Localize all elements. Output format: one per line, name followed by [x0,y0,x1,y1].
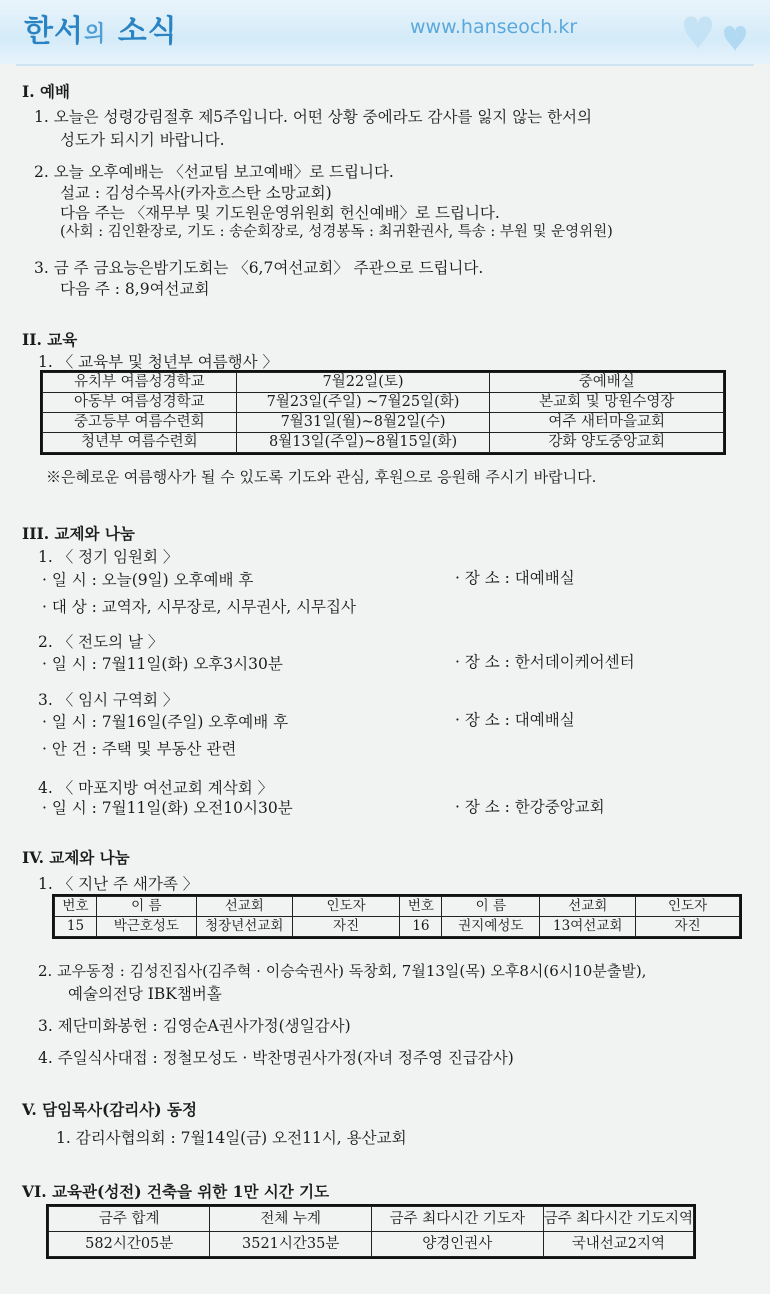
table-header-cell: 전체 누계 [210,1207,372,1232]
s1-item3-line1: 3. 금 주 금요능은밤기도회는 〈6,7여선교회〉 주관으로 드립니다. [34,259,484,277]
s4-item2-line1: 2. 교우동정 : 김성진집사(김주혁 · 이승숙권사) 독창회, 7월13일(목) 오후8시(6시10분출발), [38,962,647,980]
table-row [49,1232,694,1257]
table-cell: 청년부 여름수련회 [43,433,237,453]
s3-a-title: 1. 〈 정기 임원회 〉 [38,548,179,566]
table-header-row [55,897,740,917]
s5-item1: 1. 감리사협의회 : 7월14일(금) 오전11시, 용산교회 [56,1129,407,1147]
table-cell: 본교회 및 망원수영장 [490,393,724,413]
table-cell: 15 [55,917,97,937]
table-header-cell: 금주 합계 [49,1207,210,1232]
s3-c-right1: · 장 소 : 대예배실 [455,711,575,729]
table-cell: 7월31일(월)~8월2일(수) [236,413,490,433]
s3-c-line2: · 안 건 : 주택 및 부동산 관련 [42,740,237,758]
table-header-cell: 금주 최다시간 기도자 [371,1207,543,1232]
prayer-hours-table [48,1206,694,1257]
table-cell: 양경인권사 [371,1232,543,1257]
title-main: 한서 [24,14,84,49]
s4-item4: 4. 주일식사대접 : 정철모성도 · 박찬명권사가정(자녀 정주영 진급감사) [38,1049,514,1067]
table-cell: 강화 양도중앙교회 [490,433,724,453]
s3-a-line2: · 대 상 : 교역자, 시무장로, 시무권사, 시무집사 [42,598,356,616]
section-5-heading: V. 담임목사(감리사) 동정 [22,1100,197,1119]
table-header-row [49,1207,694,1232]
s3-c-line1: · 일 시 : 7월16일(주일) 오후예배 후 [42,713,289,731]
s1-item1-line1: 1. 오늘은 성령강림절후 제5주입니다. 어떤 상황 중에라도 감사를 잃지 않는 한서의 [34,108,592,126]
table-cell: 박근호성도 [96,917,196,937]
section-2-heading: II. 교육 [22,330,78,349]
table-cell: 3521시간35분 [210,1232,372,1257]
table-row [43,373,724,393]
title-mid: 의 [83,22,107,47]
section-1-heading: I. 예배 [22,82,70,101]
table-cell: 자진 [636,917,740,937]
s3-d-title: 4. 〈 마포지방 여선교회 계삭회 〉 [38,779,274,797]
table-cell: 권지예성도 [442,917,540,937]
table-header-cell: 인도자 [292,897,400,917]
table-cell: 8월13일(주일)~8월15일(화) [236,433,490,453]
s2-note: ※은혜로운 여름행사가 될 수 있도록 기도와 관심, 후원으로 응원해 주시기 바랍니다. [46,468,597,486]
table-cell: 아동부 여름성경학교 [43,393,237,413]
section-3-heading: III. 교제와 나눔 [22,524,135,543]
table-header-cell: 인도자 [636,897,740,917]
table-cell: 7월22일(토) [236,373,490,393]
s2-subtitle: 1. 〈 교육부 및 청년부 여름행사 〉 [38,353,279,371]
s4-item2-line2: 예술의전당 IBK챔버홀 [68,985,222,1003]
table-cell: 중예배실 [490,373,724,393]
title-tail: 소식 [117,14,178,49]
s1-item2-line4: (사회 : 김인환장로, 기도 : 송순회장로, 성경봉독 : 최귀환권사, 특송 : 부원 및 운영위원) [60,224,613,240]
summer-events-table [42,372,724,453]
table-header-cell: 금주 최다시간 기도지역 [543,1207,693,1232]
s3-a-right1: · 장 소 : 대예배실 [455,569,575,587]
s4-item3: 3. 제단미화봉헌 : 김영순A권사가정(생일감사) [38,1017,351,1035]
table-cell: 13여선교회 [540,917,636,937]
s3-d-line1: · 일 시 : 7월11일(화) 오전10시30분 [42,799,293,817]
table-row [43,413,724,433]
table-cell: 7월23일(주일) ~7월25일(화) [236,393,490,413]
table-row [43,393,724,413]
s4-subtitle: 1. 〈 지난 주 새가족 〉 [38,875,199,893]
table-cell: 582시간05분 [49,1232,210,1257]
new-members-table [54,896,740,937]
s1-item1-line2: 성도가 되시기 바랍니다. [60,131,225,149]
s3-c-title: 3. 〈 임시 구역회 〉 [38,691,179,709]
table-header-cell: 이 름 [442,897,540,917]
table-cell: 자진 [292,917,400,937]
section-6-heading: VI. 교육관(성전) 건축을 위한 1만 시간 기도 [22,1182,330,1201]
table-row [43,433,724,453]
table-header-cell: 선교회 [196,897,292,917]
table-header-cell: 번호 [400,897,442,917]
s3-b-title: 2. 〈 전도의 날 〉 [38,633,164,651]
s3-a-line1: · 일 시 : 오늘(9일) 오후예배 후 [42,571,254,589]
s3-d-right1: · 장 소 : 한강중앙교회 [455,798,605,816]
header-rule [16,64,754,66]
table-cell: 청장년선교회 [196,917,292,937]
table-row [55,917,740,937]
table-cell: 중고등부 여름수련회 [43,413,237,433]
s1-item2-line3: 다음 주는 〈재무부 및 기도원운영위원회 헌신예배〉로 드립니다. [60,204,500,222]
table-cell: 유치부 여름성경학교 [43,373,237,393]
section-4-heading: IV. 교제와 나눔 [22,848,130,867]
table-cell: 16 [400,917,442,937]
s3-b-line1: · 일 시 : 7월11일(화) 오후3시30분 [42,655,283,673]
page-title [24,6,178,50]
s3-b-right1: · 장 소 : 한서데이케어센터 [455,653,635,671]
heart-icon [654,6,764,60]
table-cell: 여주 새터마을교회 [490,413,724,433]
table-header-cell: 선교회 [540,897,636,917]
site-url[interactable]: www.hanseoch.kr [410,16,578,38]
s1-item2-line2: 설교 : 김성수목사(카자흐스탄 소망교회) [60,184,332,202]
s1-item3-line2: 다음 주 : 8,9여선교회 [60,280,210,298]
table-header-cell: 번호 [55,897,97,917]
s1-item2-line1: 2. 오늘 오후예배는 〈선교팀 보고예배〉로 드립니다. [34,163,394,181]
page-header [0,0,770,64]
table-cell: 국내선교2지역 [543,1232,693,1257]
table-header-cell: 이 름 [96,897,196,917]
